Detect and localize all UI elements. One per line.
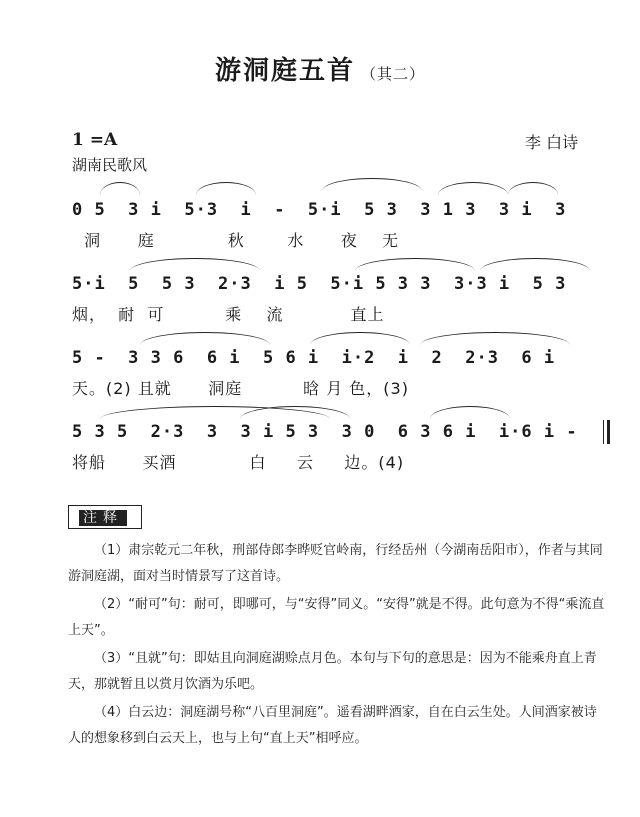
score-row-1: 0 5 3 i 5·3 i - 5·i 5 3 3 1 3 3 i 3	[72, 200, 567, 220]
slur	[355, 258, 475, 271]
notes-heading-label: 注释	[79, 510, 127, 526]
slur	[480, 258, 590, 271]
note-4: （4）白云边：洞庭湖号称“八百里洞庭”。遥看湖畔酒家，自在白云生处。人间酒家被诗人的想象移到白云天上，也与上句“直上天”相呼应。	[68, 705, 597, 746]
key-signature: 1 =A	[72, 130, 118, 150]
lyric-row-1: 洞 庭 秋 水 夜 无	[72, 231, 400, 250]
slur	[322, 178, 422, 191]
slur	[140, 332, 270, 345]
slur	[196, 182, 256, 195]
score-row-3: 5 - 3 3 6 6 i 5 6 i i·2 i 2 2·3 6 i	[72, 348, 556, 368]
slur	[420, 332, 570, 345]
title-text: 游洞庭五首	[214, 56, 355, 86]
poem-author: 李 白诗	[525, 133, 579, 152]
note-2: （2）“耐可”句：耐可，即哪可，与“安得”同义。“安得”就是不得。此句意为不得“乘流直上天”。	[68, 597, 605, 638]
title-subtitle: （其二）	[361, 65, 426, 83]
slur	[508, 182, 558, 195]
note-3: （3）“且就”句：即姑且向洞庭湖赊点月色。本句与下句的意思是：因为不能乘舟直上青天，那就暂且以赏月饮酒为乐吧。	[68, 651, 597, 692]
lyric-row-4: 将船 买酒 白 云 边。(4)	[72, 453, 405, 472]
slur	[130, 258, 260, 271]
notes-heading	[68, 505, 142, 529]
lyric-row-3: 天。(2) 且就 洞庭 晗 月 色，(3)	[72, 379, 409, 398]
lyric-row-2: 烟， 耐 可 乘 流 直上	[72, 305, 385, 324]
note-1: （1）肃宗乾元二年秋，刑部侍郎李晔贬官岭南，行经岳州（今湖南岳阳市），作者与其同游洞庭湖，面对当时情景写了这首诗。	[68, 543, 603, 584]
score-row-4: 5 3 5 2·3 3 3 i 5 3 3 0 6 3 6 i i·6 i -	[72, 422, 578, 442]
slur	[100, 182, 140, 195]
slur	[310, 332, 410, 345]
slur	[430, 406, 510, 419]
music-style: 湖南民歌风	[72, 156, 148, 174]
slur	[438, 182, 508, 195]
page-title	[0, 50, 640, 87]
final-barline	[603, 420, 610, 444]
score-row-2: 5·i 5 5 3 2·3 i 5 5·i 5 3 3 3·3 i 5 3	[72, 274, 567, 294]
